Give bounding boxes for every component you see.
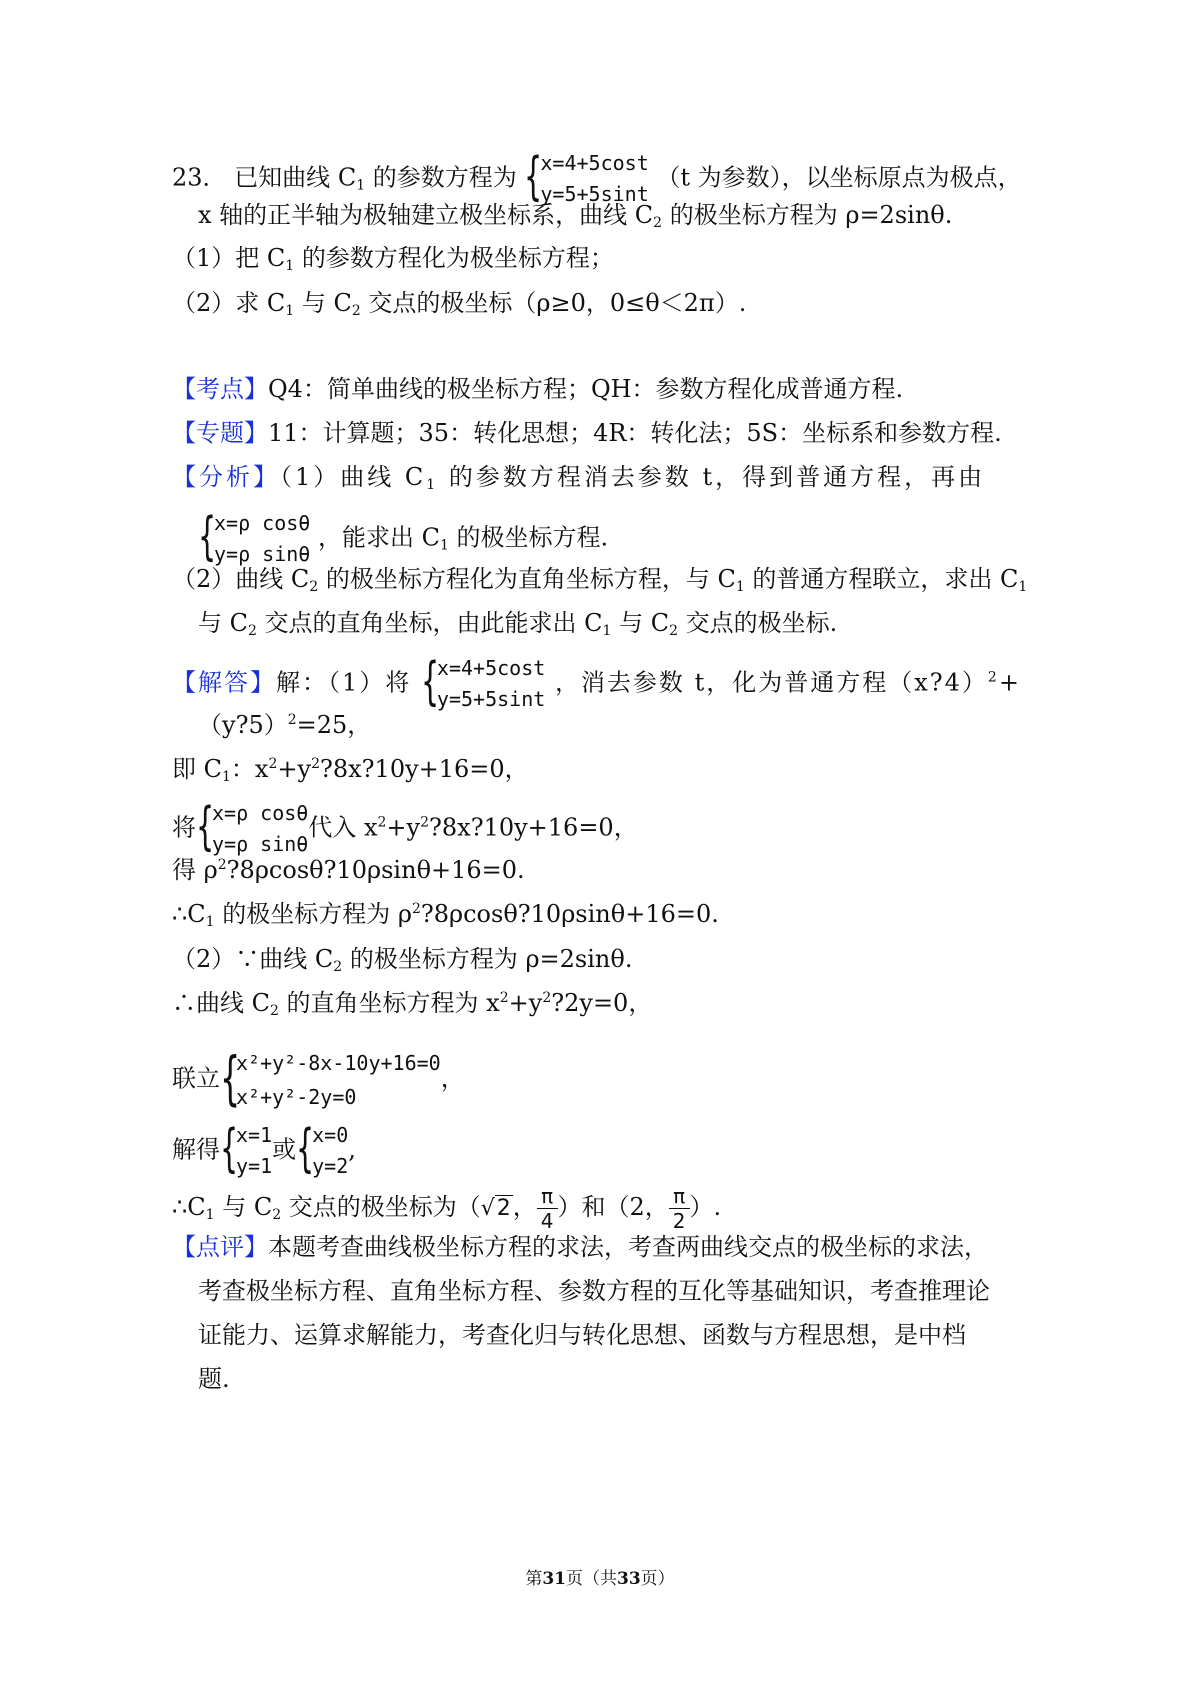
polar-substitution-system-answer: { x=ρ cosθ y=ρ sinθ [196, 798, 308, 860]
c1-parametric-system: { x=4+5cost y=5+5sint [524, 148, 648, 210]
jieda-line-5: 得 $\rho^2?8\rho\cos\theta?10\rho\sin\theta+16=0$. [172, 856, 525, 884]
kaodian-tag: 【考点】 [172, 375, 268, 403]
solution-system-1: { x=1 y=1 [220, 1120, 272, 1182]
brace-icon: { [198, 507, 217, 567]
fenxi-line-1: 【分析】（1）曲线 $C_1$ 的参数方程消去参数 t，得到普通方程，再由 [172, 463, 986, 493]
dianping-line-3: 证能力、运算求解能力，考查化归与转化思想、函数与方程思想，是中档 [198, 1321, 966, 1349]
kaodian-line: 【考点】Q4：简单曲线的极坐标方程；QH：参数方程化成普通方程. [172, 375, 904, 403]
fenxi-line-3: （2）曲线 $C_2$ 的极坐标方程化为直角坐标方程，与 $C_1$ 的普通方程联立，求出 $C_1$ [172, 565, 1028, 595]
question-line-1: 23． 已知曲线 $C_1$ 的参数方程为 { x=4+5cost y=5+5sint （t 为参数），以坐标原点为极点， [172, 148, 1022, 210]
fraction-pi-over-4: $\frac{\pi}{4}$ [537, 1184, 558, 1233]
c1-parametric-system-answer: { x=4+5cost y=5+5sint [421, 653, 545, 715]
jieda-line-10: 解得 { x=1 y=1 或 { x=0 y=2 , [172, 1120, 356, 1182]
page-number: 31 [542, 1569, 566, 1589]
question-part-2: （2）求 $C_1$ 与 $C_2$ 交点的极坐标（ρ≥0，0≤θ＜2π）. [172, 289, 747, 319]
zhuanti-line: 【专题】11：计算题；35：转化思想；4R：转化法；5S：坐标系和参数方程. [172, 419, 1002, 447]
page-footer: 第31页（共33页） [525, 1569, 675, 1589]
page-total: 33 [617, 1569, 641, 1589]
sqrt-expression: √2 [480, 1196, 511, 1221]
radical-icon: √ [480, 1196, 495, 1221]
brace-icon: { [196, 797, 215, 857]
polar-substitution-system: { x=ρ cosθ y=ρ sinθ [198, 508, 310, 570]
brace-icon: { [220, 1044, 241, 1112]
dianping-line-2: 考查极坐标方程、直角坐标方程、参数方程的互化等基础知识，考查推理论 [198, 1277, 990, 1305]
question-line-2: x 轴的正半轴为极轴建立极坐标系，曲线 $C_2$ 的极坐标方程为 ρ=2sinθ. [198, 201, 953, 231]
jieda-line-7: （2）∵曲线 $C_2$ 的极坐标方程为 ρ=2sinθ. [172, 945, 633, 975]
jieda-tag: 【解答】 [172, 668, 276, 697]
brace-icon: { [420, 652, 440, 712]
solution-system-2: { x=0 y=2 [296, 1120, 348, 1182]
jieda-line-3: 即 $C_1$：$x^2+y^2?8x?10y+16=0$， [172, 755, 529, 785]
fraction-pi-over-2: $\frac{\pi}{2}$ [669, 1184, 690, 1233]
jieda-line-2: （y?5）$^2$=25， [198, 711, 372, 739]
dianping-line-4: 题. [198, 1365, 230, 1393]
jieda-line-4: 将 { x=ρ cosθ y=ρ sinθ 代入 $x^2+y^2?8x?10y+16=0$， [172, 798, 638, 860]
jieda-line-9: 联立 { x²+y²-8x-10y+16=0 x²+y²-2y=0 ， [172, 1044, 465, 1112]
zhuanti-tag: 【专题】 [172, 419, 268, 447]
question-part-1: （1）把 $C_1$ 的参数方程化为极坐标方程； [172, 244, 614, 274]
dianping-tag: 【点评】 [172, 1233, 268, 1261]
fenxi-tag: 【分析】 [172, 463, 280, 491]
question-number: 23． [172, 163, 227, 192]
fenxi-line-4: 与 $C_2$ 交点的直角坐标，由此能求出 $C_1$ 与 $C_2$ 交点的极坐标. [198, 609, 838, 639]
jieda-line-11: $\therefore C_1$ 与 $C_2$ 交点的极坐标为（√2， $\frac{\pi}{4}$ ）和（2， $\frac{\pi}{2}$ ）. [172, 1184, 722, 1233]
jieda-line-1: 【解答】解：（1）将 { x=4+5cost y=5+5sint ，消去参数 t，化为普通方程（x?4）$^2$+ [172, 653, 1021, 715]
jieda-line-8: ∴曲线 $C_2$ 的直角坐标方程为 $x^2+y^2?2y=0$， [172, 989, 653, 1019]
brace-icon: { [296, 1119, 315, 1179]
jieda-line-6: $\therefore C_1$ 的极坐标方程为 $\rho^2?8\rho\cos\theta?10\rho\sin\theta+16=0$. [172, 900, 719, 930]
brace-icon: { [220, 1119, 239, 1179]
brace-icon: { [524, 147, 543, 207]
simultaneous-system: { x²+y²-8x-10y+16=0 x²+y²-2y=0 [220, 1044, 441, 1112]
dianping-line-1: 【点评】本题考查曲线极坐标方程的求法，考查两曲线交点的极坐标的求法， [172, 1233, 988, 1261]
fenxi-line-2: { x=ρ cosθ y=ρ sinθ ，能求出 $C_1$ 的极坐标方程. [198, 508, 608, 570]
